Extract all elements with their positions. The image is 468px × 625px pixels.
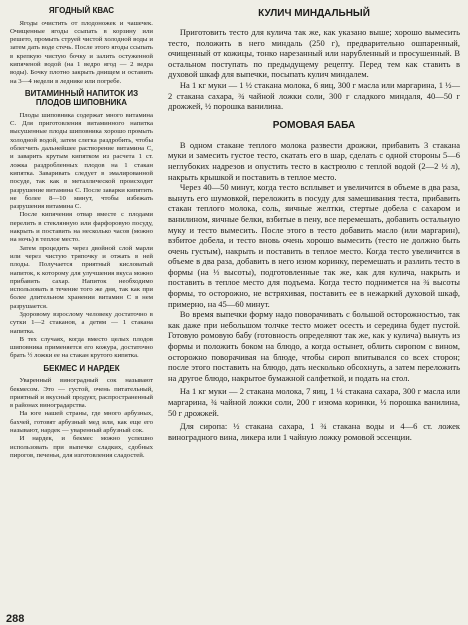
- paragraph: И нардек, и бекмес можно успешно использовать при выпечке сладких, сдобных пирогов, печенья, для изготовления сладостей.: [10, 435, 153, 459]
- paragraph: Затем процедить через двойной слой марли или через чистую тряпочку и отжать в ней плоды. Получается приятный кисловатый напиток, к которому для улучшения вкуса можно прибавить сахар. Напиток необходимо использовать в течение того же дня, так как при более длительном хранении витамин С в нем разрушается.: [10, 244, 153, 310]
- section-title-rum-baba: РОМОВАЯ БАБА: [272, 119, 356, 131]
- paragraph: Ягоды очистить от плодоножек и чашечек. Очищенные ягоды ссыпать в корзину или решето, промыть струей чистой холодной воды и затем дать воде стечь. После этого ягоды ссыпать в крепкую чистую бочку и залить остуженной кипяченой водой (на 1 ведро ягод — 2 ведра воды). Бочку плотно закрыть днищем и оставить на 3—4 недели в леднике или погребе.: [10, 19, 153, 85]
- paragraph: В тех случаях, когда вместо целых плодов шиповника применяется его кожура, достаточно брать ½ ложки ее на стакан крутого кипятка.: [10, 335, 153, 360]
- paragraph: Во время выпечки форму надо поворачивать с большой осторожностью, так как даже при небольшом толчке тесто может осесть и середина будет пустой. Готовую ромовую бабу (готовность определяют так же, как у кулича) вынуть из формы и положить боком на блюдо, а когда остынет, облить сиропом с вином, осторожно поворачивая на блюде, чтобы сироп впитывался со всех сторон; после этого поставить на блюдо, дать несколько обсохнуть, а затем переложить на другое блюдо, накрытое бумажной салфеткой, и подать на стол.: [168, 309, 460, 383]
- page-number: 288: [6, 613, 25, 625]
- ingredients-paragraph: На 1 кг муки — 2 стакана молока, 7 яиц, 1 ¼ стакана сахара, 300 г масла или маргарина, ¾ чайной ложки соли, 200 г изюма коринки, ½ порошка ванилина, 50 г дрожжей.: [168, 386, 460, 418]
- left-column: [10, 6, 153, 460]
- paragraph: Плоды шиповника содержат много витамина С. Для приготовления витаминного напитка высушенные плоды шиповника хорошо промыть холодной водой, затем слегка раздробить, чтобы облегчить дальнейшее растворение витамина С, и заварить крутым кипятком из расчета 1 ст. ложка раздробленных плодов на 1 стакан кипятка. Заваривать следует в эмалированной посуде, так как в металлической происходит разрушение витамина С. После заварки кипятить не более 8—10 минут, чтобы избежать разрушения витамина С.: [10, 111, 153, 211]
- section-title-almond-kulich: КУЛИЧ МИНДАЛЬНЫЙ: [258, 8, 370, 19]
- ingredients-paragraph: На 1 кг муки — 1 ½ стакана молока, 6 яиц, 300 г масла или маргарина, 1 ½—2 стакана сахара, ¾ чайной ложки соли, 300 г сладкого миндаля, 40—50 г дрожжей, ½ порошка ванилина.: [168, 79, 460, 112]
- section-title-berry-kvass: ЯГОДНЫЙ КВАС: [48, 6, 115, 15]
- section-title-bekmes-nardek: БЕКМЕС И НАРДЕК: [43, 363, 120, 373]
- paragraph: Приготовить тесто для кулича так же, как указано выше; хорошо вымесить тесто, положить в него миндаль (250 г), предварительно ошпаренный, очищенный от кожицы, тонко нарезанный или нарубленный и просушенный. В остальном поступать по предыдущему рецепту. Перед тем как ставить в духовой шкаф для выпечки, посыпать кулич миндалем.: [168, 27, 460, 80]
- paragraph: На юге нашей страны, где много арбузных, бахчей, готовят арбузный мед или, как еще его называют, нардек — уваренный арбузный сок.: [10, 410, 153, 435]
- section-title-rosehip-drink: ВИТАМИННЫЙ НАПИТОК ИЗ ПЛОДОВ ШИПОВНИКА: [24, 88, 139, 108]
- paragraph: После кипячения отвар вместе с плодами перелить в стеклянную или фарфоровую посуду, накрыть и поставить на несколько часов (можно на ночь) в теплое место.: [10, 211, 153, 244]
- right-column: [168, 6, 460, 442]
- paragraph: Через 40—50 минут, когда тесто всплывет и увеличится в объеме в два раза, вынуть его шумовкой, переложить в посуду для замешивания теста, прибавить стакан теплого молока, соль, яичные желтки, стертые добела с сахаром и ванилином, яичные белки, взбитые в пену, все перемешать, добавить остальную муку и тесто вымесить. После этого в тесто добавить масло (или маргарин), взбитое добела, и тесто вновь очень хорошо вымесить (тесто не должно быть очень густым), накрыть и поставить в теплое место. Когда тесто увеличится в объеме в два раза, добавить в него изюм коринку, перемешать и разлить тесто в формы (на ⅓ высоты), подготовленные так же, как для кулича, накрыть и поставить в теплое место для подъема. Когда тесто поднимется на ¾ высоты формы, то осторожно, не встряхивая, поставить ее в нежаркий духовой шкаф, примерно, на 45—60 минут.: [168, 182, 460, 309]
- paragraph: В одном стакане теплого молока развести дрожжи, прибавить 3 стакана муки и замесить густое тесто, скатать его в шар, сделать с одной стороны 5—6 неглубоких надрезов и опустить тесто в кастрюлю с теплой водой (2—2 ½ л), накрыть крышкой и поставить в теплое место.: [168, 139, 460, 182]
- syrup-paragraph: Для сиропа: ½ стакана сахара, 1 ¾ стакана воды и 4—6 ст. ложек виноградного вина, ликера или 1 чайную ложку ромовой эссенции.: [168, 421, 460, 442]
- paragraph: Уваренный виноградный сок называют бекмесом. Это — густой, очень питательный, приятный и вкусный продукт, распространенный в районах виноградарства.: [10, 377, 153, 410]
- paragraph: Здоровому взрослому человеку достаточно в сутки 1—2 стаканов, а детям — 1 стакана напитка.: [10, 311, 153, 335]
